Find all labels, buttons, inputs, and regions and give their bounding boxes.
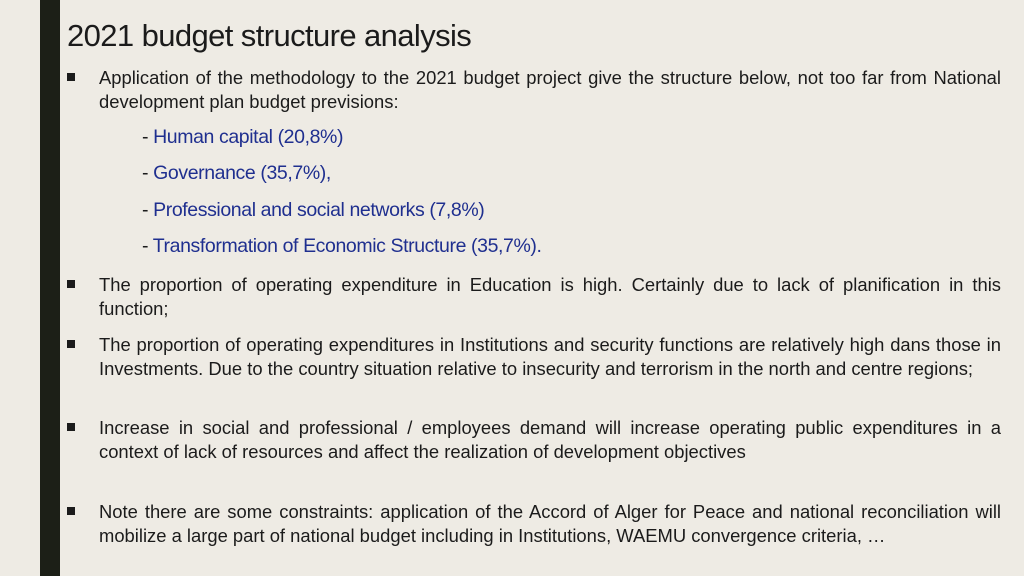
left-accent-bar <box>40 0 60 576</box>
square-bullet-icon <box>67 423 75 431</box>
square-bullet-icon <box>67 280 75 288</box>
sub-item-human-capital <box>142 126 343 149</box>
sub-item-professional-social <box>142 199 484 222</box>
square-bullet-icon <box>67 340 75 348</box>
sub-item-label: Human capital (20,8%) <box>153 126 344 148</box>
dash: - <box>142 235 153 257</box>
dash: - <box>142 162 154 184</box>
dash: - <box>142 199 154 221</box>
sub-item-label: Governance (35,7%), <box>153 162 331 184</box>
bullet-text: The proportion of operating expenditures in Institutions and security functions are relatively high dans those in Investments. Due to the country situation relative to insecurity and terrorism in the north and centre regions; <box>99 334 1001 379</box>
dash: - <box>142 126 154 148</box>
slide-title: 2021 budget structure analysis <box>67 18 472 53</box>
square-bullet-icon <box>67 73 75 81</box>
sub-item-label: Transformation of Economic Structure (35,7%). <box>152 235 542 257</box>
sub-item-transformation <box>142 235 542 258</box>
sub-item-label: Professional and social networks (7,8%) <box>153 199 485 221</box>
sub-item-governance <box>142 162 331 185</box>
bullet-text: The proportion of operating expenditure in Education is high. Certainly due to lack of planification in this function; <box>99 274 1001 319</box>
bullet-text: Increase in social and professional / employees demand will increase operating public expenditures in a context of lack of resources and affect the realization of development objectives <box>99 417 1001 462</box>
bullet-text: Application of the methodology to the 2021 budget project give the structure below, not too far from National development plan budget previsions: <box>99 67 1001 112</box>
square-bullet-icon <box>67 507 75 515</box>
bullet-text: Note there are some constraints: application of the Accord of Alger for Peace and national reconciliation will mobilize a large part of national budget including in Institutions, WAEMU convergence criteria, … <box>99 501 1001 546</box>
